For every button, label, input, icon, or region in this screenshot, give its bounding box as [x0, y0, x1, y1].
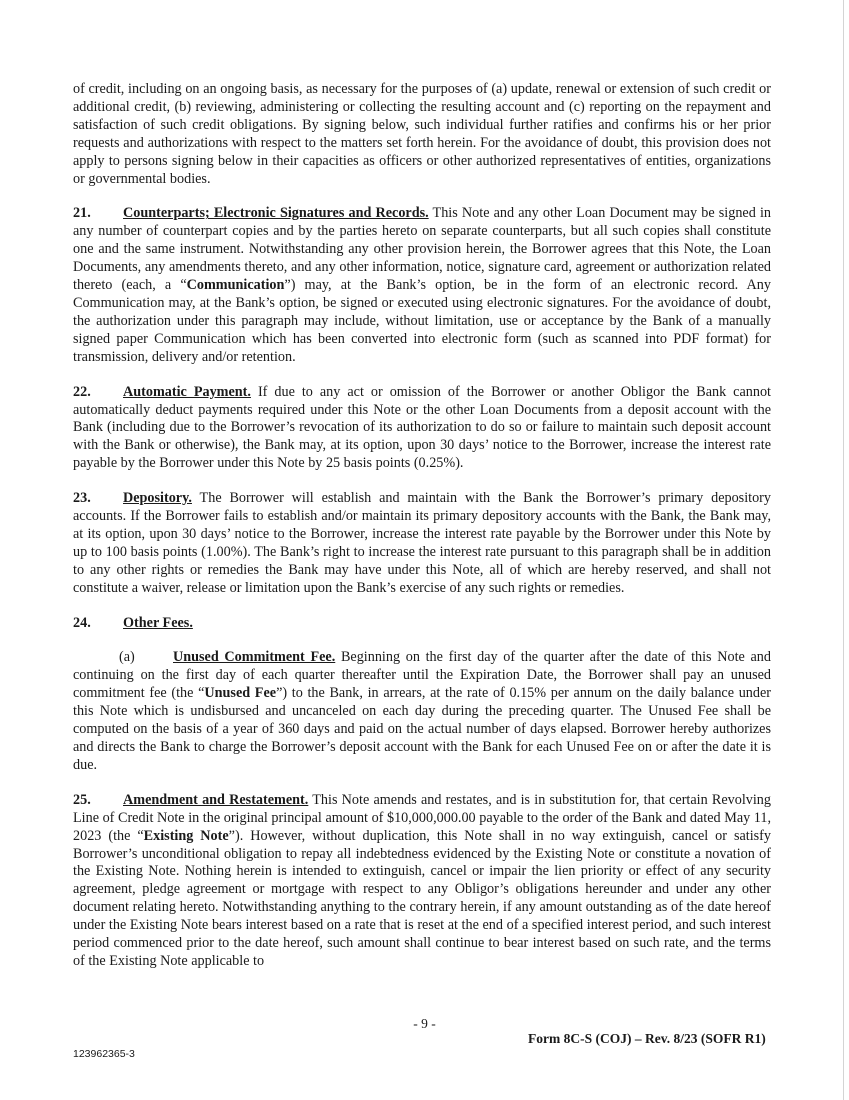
section-24-a [73, 649, 771, 774]
intro-paragraph [73, 81, 771, 188]
section-text: The Borrower will establish and maintain with the Bank the Borrower’s primary depository accounts. If the Borrower fails to establish and/or maintain its primary depository accounts with the Bank, the Bank may, at its option, upon 30 days’ notice to the Borrower, increase the interest rate payable by the Borrower under this Note by up to 100 basis points (1.00%). The Bank’s right to increase the interest rate pursuant to this paragraph shall be in addition to any other rights or remedies the Bank may have under this Note, all of which are hereby reserved, and shall not constitute a waiver, release or limitation upon the Bank’s exercise of any such rights or remedies. [73, 490, 771, 596]
subsection-label: (a) [119, 649, 135, 666]
section-heading: Depository. [123, 490, 192, 507]
section-heading: Other Fees. [123, 614, 193, 631]
section-number: 24. [73, 614, 91, 631]
section-23 [73, 490, 771, 597]
defined-term: Existing Note [143, 827, 229, 844]
page-number: - 9 - [413, 1016, 436, 1031]
page-edge-line [843, 0, 844, 1100]
section-24 [73, 615, 771, 633]
section-heading: Counterparts; Electronic Signatures and Records. [123, 205, 429, 222]
section-heading: Amendment and Restatement. [123, 791, 309, 808]
defined-term: Unused Fee [204, 685, 277, 702]
subsection-text: Beginning on the first day of the quarter after the date of this Note and continuing on the first day of each quarter thereafter until the Expiration Date, the Borrower shall pay an unused commitment fee (the “ [73, 649, 771, 702]
subsection-heading: Unused Commitment Fee. [173, 649, 336, 666]
section-text-continued: ”). However, without duplication, this Note shall in no way extinguish, cancel or satisfy Borrower’s unconditional obligation to repay all indebtedness evidenced by the Existing Note or constitute a novation of the Existing Note. Nothing herein is intended to extinguish, cancel or impair the lien priority or effect of any security agreement, pledge agreement or mortgage with respect to any Obligor’s obligations hereunder and under any other document relating hereto. Notwithstanding anything to the contrary herein, if any amount outstanding as of the date hereof under the Existing Note bears interest based on a rate that is reset at the end of a specified interest period, and such interest period commenced prior to the date hereof, such amount shall continue to bear interest based on such rate, and the terms of the Existing Note applicable to [73, 827, 772, 969]
section-number: 23. [73, 490, 91, 507]
section-25 [73, 792, 771, 971]
form-identifier: Form 8C-S (COJ) – Rev. 8/23 (SOFR R1) [528, 1031, 766, 1046]
section-22 [73, 384, 771, 474]
section-21 [73, 205, 771, 366]
section-text: This Note and any other Loan Document may be signed in any number of counterpart copies and by the parties hereto on separate counterparts, but all such copies shall constitute one and the same instrument. Notwithstanding any other provision herein, the Borrower agrees that this Note, the Loan Documents, any amendments thereto, and any other information, notice, signature card, agreement or authorization related thereto (each, a “ [73, 205, 771, 294]
section-number: 21. [73, 205, 91, 222]
defined-term: Communication [186, 277, 285, 294]
intro-text: of credit, including on an ongoing basis, as necessary for the purposes of (a) update, renewal or extension of such credit or additional credit, (b) reviewing, administering or collecting the resulting account and (c) reporting on the repayment and satisfaction of such credit obligations. By signing below, such individual further ratifies and confirms his or her prior requests and authorizations with respect to the matters set forth herein. For the avoidance of doubt, this provision does not apply to persons signing below in their capacities as officers or other authorized representatives of entities, organizations or governmental bodies. [73, 81, 771, 187]
section-text-continued: ”) may, at the Bank’s option, be in the form of an electronic record. Any Communication may, at the Bank’s option, be signed or executed using electronic signatures. For the avoidance of doubt, the authorization under this paragraph may include, without limitation, use or acceptance by the Bank of a manually signed paper Communication which has been converted into electronic form (such as scanned into PDF format) for transmission, delivery and/or retention. [73, 277, 771, 365]
section-heading: Automatic Payment. [123, 383, 251, 400]
section-text: If due to any act or omission of the Borrower or another Obligor the Bank cannot automatically deduct payments required under this Note or the other Loan Documents from a deposit account with the Bank (including due to the Borrower’s revocation of its authorization to do so or failure to maintain such deposit account with the Bank or otherwise), the Bank may, at its option, upon 30 days’ notice to the Borrower, increase the interest rate payable by the Borrower under this Note by 25 basis points (0.25%). [73, 383, 771, 472]
section-text: This Note amends and restates, and is in substitution for, that certain Revolving Line of Credit Note in the original principal amount of $10,000,000.00 payable to the order of the Bank and dated May 11, 2023 (the “ [73, 791, 771, 844]
document-number: 123962365-3 [73, 1048, 135, 1060]
subsection-text-continued: ”) to the Bank, in arrears, at the rate of 0.15% per annum on the daily balance under this Note which is undisbursed and uncanceled on each day during the preceding quarter. The Unused Fee shall be computed on the basis of a year of 360 days and paid on the actual number of days elapsed. Borrower hereby authorizes and directs the Bank to charge the Borrower’s deposit account with the Bank for each Unused Fee on or after the date it is due. [73, 685, 771, 773]
section-number: 25. [73, 791, 91, 808]
document-body [73, 81, 771, 988]
section-number: 22. [73, 383, 91, 400]
